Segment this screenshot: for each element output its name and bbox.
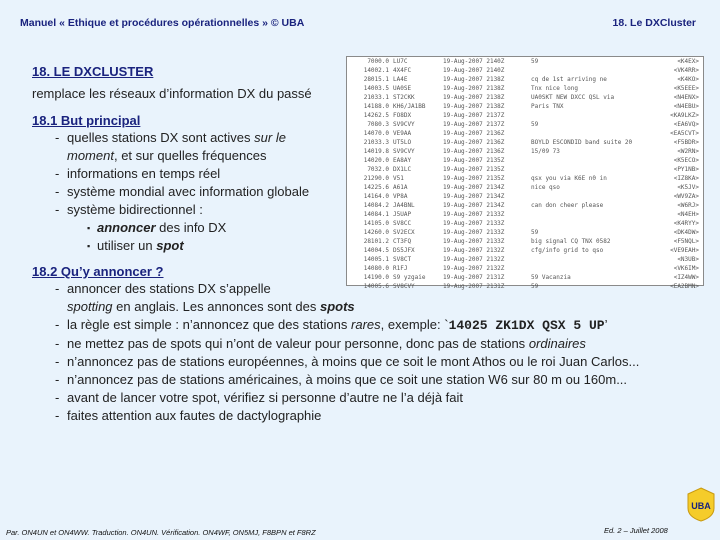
dx-spot-time: 19-Aug-2007 2133Z [443,238,505,245]
dx-spot-frequency: 21033.3 [363,139,389,146]
dx-spot-spotter: <N4EBU> [673,103,699,110]
page-title: 18. LE DXCLUSTER [32,64,154,79]
dx-spot-comment: 15/09 73 [531,148,560,155]
dx-spot-comment: big signal CQ TNX 0582 [531,238,611,245]
spot-rule-item: - ne mettez pas de spots qui n’ont de valeur pour personne, donc pas de stations ordinaires [55,335,695,353]
dx-spot-frequency: 14084.1 [363,211,389,218]
dx-spot-frequency: 14190.0 [363,274,389,281]
dx-spot-time: 19-Aug-2007 2138Z [443,76,505,83]
dx-spot-time: 19-Aug-2007 2137Z [443,121,505,128]
dx-spot-callsign: S9 yzgaie [393,274,426,281]
dx-spot-frequency: 14070.0 [363,130,389,137]
dx-spot-callsign: SV9CVY [393,121,415,128]
what-to-spot-list [55,280,695,425]
dx-spot-spotter: <IZ8KA> [673,175,699,182]
dx-spot-callsign: SV8CVY [393,283,415,290]
dx-spot-time: 19-Aug-2007 2132Z [443,265,505,272]
dx-spot-row [347,201,703,210]
dx-spot-time: 19-Aug-2007 2133Z [443,220,505,227]
dx-spot-row [347,174,703,183]
dx-spot-comment: cq de 1st arriving ne [531,76,607,83]
dx-cluster-screenshot [346,56,704,290]
dx-spot-time: 19-Aug-2007 2132Z [443,247,505,254]
dx-spot-callsign: J5UAP [393,211,412,218]
spot-rule-item: - annoncer des stations DX s’appelle spotting en anglais. Les annonces sont des spots [55,280,695,316]
dx-spot-row [347,255,703,264]
dx-spot-callsign: ST2CKK [393,94,415,101]
dx-spot-frequency: 14262.5 [363,112,389,119]
dx-spot-frequency: 7000.0 [367,58,389,65]
edition-label: Ed. 2 – Juillet 2008 [604,526,668,535]
dx-spot-row [347,57,703,66]
dx-spot-spotter: <K4KO> [677,76,699,83]
dx-spot-row [347,192,703,201]
dx-spot-spotter: <VK4RR> [673,67,699,74]
dx-spot-spotter: <K5EEE> [673,85,699,92]
dx-spot-comment: qsx you via K6E n0 in [531,175,607,182]
dx-spot-spotter: <EA6VQ> [673,121,699,128]
dx-spot-frequency: 14084.2 [363,202,389,209]
footer-credits: Par. ON4UN et ON4WW. Traduction. ON4UN. Vérification. ON4WF, ON5MJ, F8BPN et F8RZ [6,528,316,537]
dx-spot-comment: 59 Vacanzia [531,274,571,281]
dx-spot-comment [531,165,659,174]
dx-spot-callsign: CT3FQ [393,238,412,245]
dx-spot-comment: cfg/info grid to qso [531,247,604,254]
dx-spot-frequency: 14105.0 [363,220,389,227]
dx-spot-spotter: <W6RJ> [677,202,699,209]
dx-spot-row [347,228,703,237]
dx-spot-callsign: LU7C [393,58,408,65]
dx-spot-spotter: <KA9LKZ> [670,112,699,119]
dx-spot-row [347,75,703,84]
dx-spot-callsign: V51 [393,175,404,182]
dx-spot-callsign: UT5LO [393,139,412,146]
dx-spot-comment [531,156,659,165]
sublist-item: ▪ utiliser un spot [87,237,340,255]
dx-spot-row [347,129,703,138]
spot-rule-item: - n’annoncez pas de stations européennes, à moins que ce soit le mont Athos ou le roi Juan Carlos... [55,353,695,371]
dx-spot-spotter: <F5NQL> [673,238,699,245]
dx-spot-comment: Tnx nice long [531,85,578,92]
dx-spot-callsign: VE9AA [393,130,412,137]
dx-spot-frequency: 14080.0 [363,265,389,272]
dx-spot-comment: 59 [531,58,539,65]
dx-spot-spotter: <N3UB> [677,256,699,263]
purpose-item: - quelles stations DX sont actives sur le moment, et sur quelles fréquences [55,129,340,165]
dx-spot-time: 19-Aug-2007 2131Z [443,274,505,281]
dx-spot-row [347,246,703,255]
spot-rule-item: - la règle est simple : n’annoncez que des stations rares, exemple: `14025 ZK1DX QSX 5 UP’ [55,316,695,335]
uba-logo [686,486,716,522]
dx-spot-time: 19-Aug-2007 2133Z [443,211,505,218]
dx-spot-frequency: 14002.1 [363,67,389,74]
dx-spot-spotter: <WV9ZA> [673,193,699,200]
dx-spot-comment [531,264,659,273]
dx-spot-row [347,210,703,219]
section-heading-purpose: 18.1 But principal [32,113,141,128]
dx-spot-row [347,120,703,129]
dx-spot-time: 19-Aug-2007 2135Z [443,175,505,182]
dx-spot-callsign: VP8A [393,193,408,200]
dx-spot-frequency: 14005.1 [363,256,389,263]
dx-spot-spotter: <IZ4WW> [673,274,699,281]
dx-spot-spotter: <F5BDR> [673,139,699,146]
uba-logo-text: UBA [691,501,711,511]
dx-spot-frequency: 14019.8 [363,148,389,155]
dx-spot-row [347,84,703,93]
dx-spot-comment [531,66,659,75]
purpose-item: - système bidirectionnel : ▪ annoncer des info DX ▪ utiliser un spot [55,201,340,255]
dx-spot-comment [531,210,659,219]
spot-rule-item: - faites attention aux fautes de dactylographie [55,407,695,425]
dx-spot-frequency: 14004.5 [363,247,389,254]
dx-spot-time: 19-Aug-2007 2138Z [443,94,505,101]
dx-spot-comment [531,192,659,201]
dx-spot-comment: 59 [531,229,539,236]
dx-spot-comment: UA0SKT NEW DXCC QSL via [531,94,615,101]
dx-spot-callsign: DS5JFX [393,247,415,254]
dx-spot-comment [531,129,659,138]
dx-spot-comment [531,219,659,228]
dx-spot-frequency: 21290.0 [363,175,389,182]
header-manual-title: Manuel « Ethique et procédures opérationnelles » © UBA [20,17,305,29]
header-chapter-title: 18. Le DXCluster [612,17,696,29]
dx-spot-callsign: LA4E [393,76,408,83]
dx-spot-spotter: <W2RN> [677,148,699,155]
dx-spot-comment: 59 [531,121,539,128]
dx-spot-row [347,102,703,111]
dx-spot-callsign: KH6/JA1BB [393,103,426,110]
dx-spot-callsign: SV8CC [393,220,412,227]
dx-spot-frequency: 14164.0 [363,193,389,200]
intro-text: remplace les réseaux d’information DX du passé [32,86,312,101]
dx-spot-frequency: 7080.3 [367,121,389,128]
dx-spot-row [347,138,703,147]
dx-spot-comment [531,255,659,264]
dx-spot-frequency: 14005.6 [363,283,389,290]
dx-spot-time: 19-Aug-2007 2133Z [443,229,505,236]
dx-spot-time: 19-Aug-2007 2140Z [443,58,505,65]
dx-spot-row [347,93,703,102]
dx-spot-row [347,183,703,192]
dx-spot-spotter: <N4EH> [677,211,699,218]
dx-spot-spotter: <K5ECO> [673,157,699,164]
dx-spot-frequency: 14225.6 [363,184,389,191]
dx-spot-spotter: <K4RYY> [673,220,699,227]
dx-spot-comment: nice qso [531,184,560,191]
dx-spot-time: 19-Aug-2007 2137Z [443,112,505,119]
dx-spot-time: 19-Aug-2007 2136Z [443,130,505,137]
dx-spot-frequency: 7032.0 [367,166,389,173]
dx-spot-callsign: SV9CVY [393,148,415,155]
dx-spot-spotter: <K5JV> [677,184,699,191]
dx-spot-row [347,66,703,75]
dx-spot-frequency: 14260.0 [363,229,389,236]
dx-spot-time: 19-Aug-2007 2136Z [443,139,505,146]
dx-spot-spotter: <VE9EAH> [670,247,699,254]
dx-spot-callsign: JA4BNL [393,202,415,209]
dx-spot-callsign: 4X4FC [393,67,412,74]
section-heading-what-to-spot: 18.2 Qu’y annoncer ? [32,264,164,279]
bidirectional-sublist [67,219,340,255]
dx-spot-comment: can don cheer please [531,202,604,209]
dx-spot-time: 19-Aug-2007 2136Z [443,148,505,155]
dx-spot-comment: 59 [531,283,539,290]
dx-spot-frequency: 21033.1 [363,94,389,101]
dx-spot-comment [531,111,659,120]
dx-spot-time: 19-Aug-2007 2138Z [443,85,505,92]
dx-spot-row [347,264,703,273]
dx-spot-spotter: <VK6IM> [673,265,699,272]
dx-spot-spotter: <K4EX> [677,58,699,65]
dx-spot-time: 19-Aug-2007 2131Z [443,283,505,290]
dx-spot-callsign: SV2ECX [393,229,415,236]
dx-spot-row [347,165,703,174]
dx-spot-row [347,156,703,165]
dx-spot-time: 19-Aug-2007 2135Z [443,166,505,173]
dx-spot-callsign: EA8AY [393,157,412,164]
purpose-list [55,129,340,255]
dx-spot-spotter: <DK4DW> [673,229,699,236]
dx-spot-time: 19-Aug-2007 2134Z [443,202,505,209]
spot-rule-item: - n’annoncez pas de stations américaines, à moins que ce soit une station W6 sur 80 m ou 160m... [55,371,695,389]
dx-spot-comment: BOYLD ESCONDID band suite 20 [531,139,633,146]
dx-spot-frequency: 14020.0 [363,157,389,164]
dx-spot-row [347,237,703,246]
dx-spot-comment: Paris TNX [531,103,564,110]
dx-spot-frequency: 28101.2 [363,238,389,245]
dx-spot-callsign: A61A [393,184,408,191]
dx-spot-spotter: <EA2BMN> [670,283,699,290]
purpose-item: - informations en temps réel [55,165,340,183]
dx-spot-spotter: <N4ENX> [673,94,699,101]
spot-rule-item: - avant de lancer votre spot, vérifiez si personne d’autre ne l’a déjà fait [55,389,695,407]
dx-spot-time: 19-Aug-2007 2140Z [443,67,505,74]
dx-spot-time: 19-Aug-2007 2138Z [443,103,505,110]
dx-spot-spotter: <PY1NB> [673,166,699,173]
dx-spot-callsign: DX1LC [393,166,412,173]
dx-spot-time: 19-Aug-2007 2132Z [443,256,505,263]
purpose-item: - système mondial avec information globale [55,183,340,201]
dx-spot-row [347,111,703,120]
dx-spot-row [347,147,703,156]
sublist-item: ▪ annoncer des info DX [87,219,340,237]
dx-spot-spotter: <EA5CVT> [670,130,699,137]
dx-spot-time: 19-Aug-2007 2134Z [443,193,505,200]
dx-spot-callsign: SV8CT [393,256,412,263]
dx-spot-callsign: UA0SE [393,85,412,92]
dx-spot-frequency: 28015.1 [363,76,389,83]
dx-spot-row [347,219,703,228]
dx-spot-frequency: 14003.5 [363,85,389,92]
dx-spot-time: 19-Aug-2007 2134Z [443,184,505,191]
dx-spot-callsign: R1FJ [393,265,408,272]
dx-spot-time: 19-Aug-2007 2135Z [443,157,505,164]
dx-spot-frequency: 14188.0 [363,103,389,110]
dx-spot-callsign: FO8DX [393,112,412,119]
